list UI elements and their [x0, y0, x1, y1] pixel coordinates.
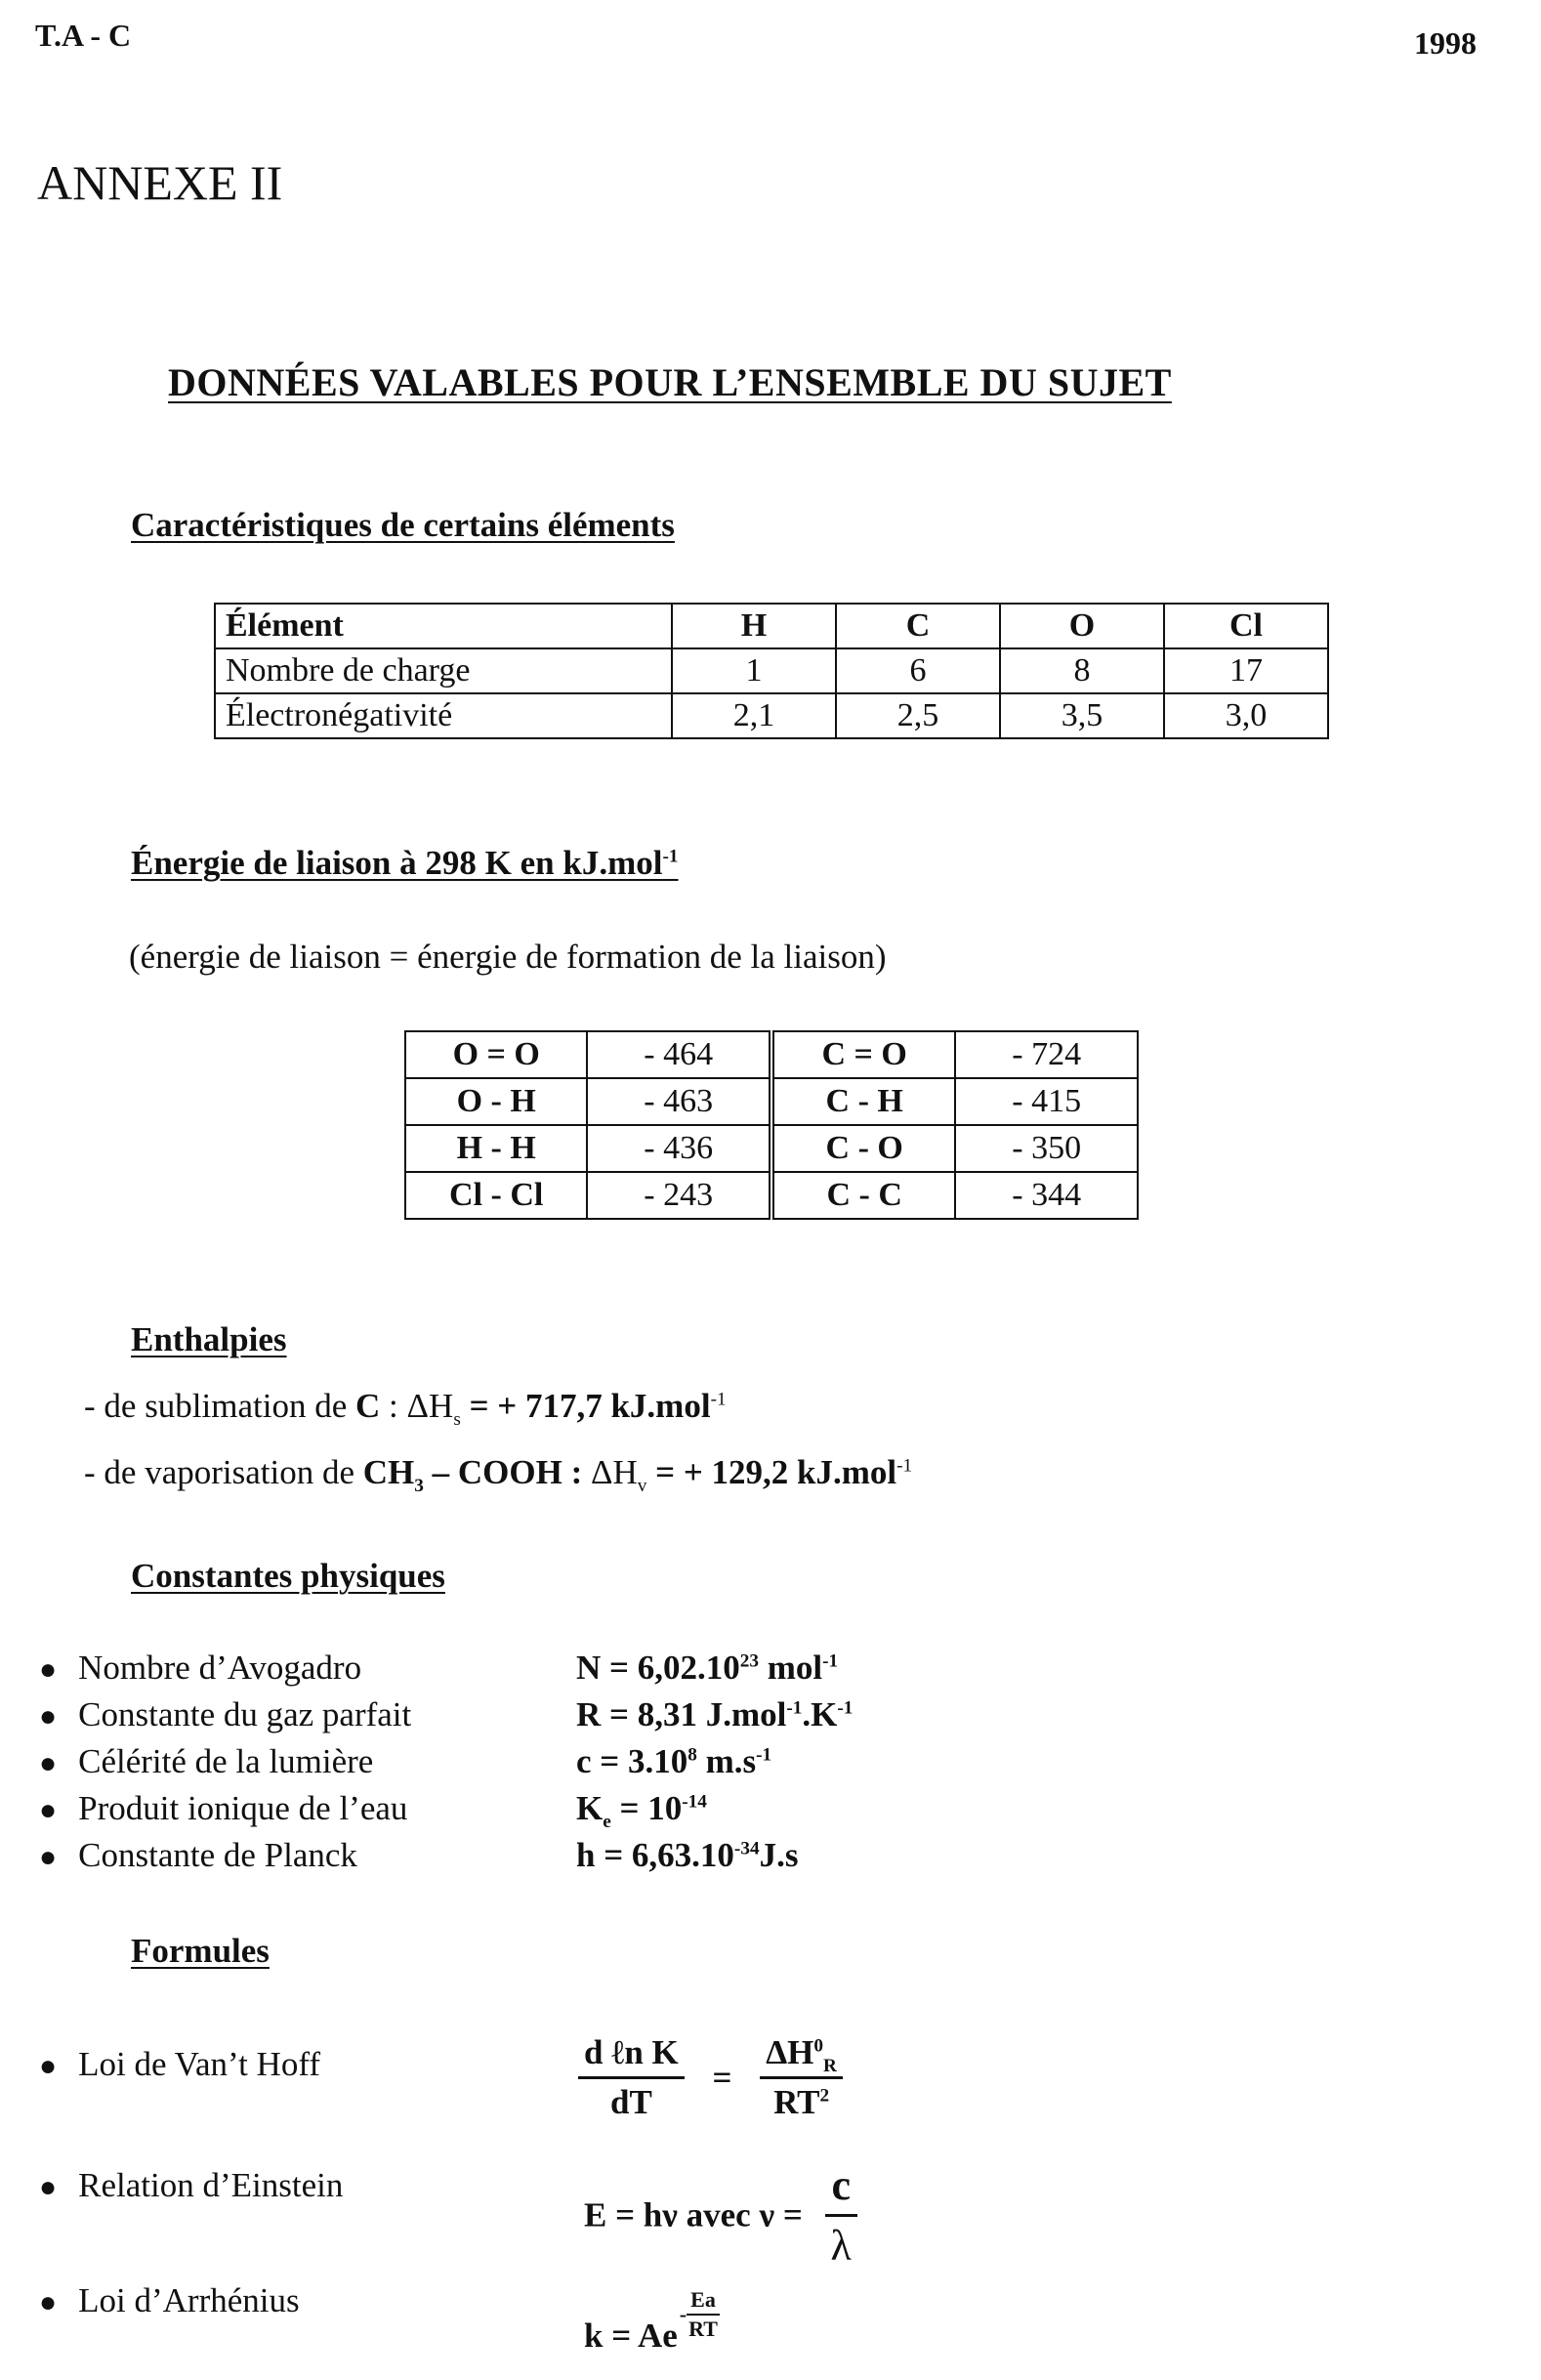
constant-value: $K_e = 10^{-14}$ [576, 1789, 707, 1832]
table-row [405, 1031, 1138, 1078]
arrhenius-exponent: - $\frac{Ea}{RT}$ [679, 2287, 718, 2341]
bond-cell: O = O [405, 1031, 587, 1078]
table-header-cell: C [836, 604, 1000, 648]
bullet-icon: ● [39, 1794, 58, 1826]
table-cell: 8 [1000, 648, 1164, 693]
energy-cell: - 243 [587, 1172, 771, 1219]
table-row [215, 648, 1328, 693]
energy-cell: - 415 [955, 1078, 1138, 1125]
table-row [405, 1172, 1138, 1219]
sublimation-line [84, 1387, 727, 1430]
bullet-icon: ● [39, 1747, 58, 1779]
vaporisation-line [84, 1453, 913, 1496]
table-cell: 1 [672, 648, 836, 693]
table-row [405, 1078, 1138, 1125]
table-header-cell: Élément [215, 604, 672, 648]
sublimation-sub: s [453, 1409, 461, 1430]
list-item: ● Nombre d’Avogadro [39, 1649, 362, 1687]
sublimation-value: = + 717,7 kJ.mol [460, 1387, 711, 1425]
vaporisation-value: = + 129,2 kJ.mol [646, 1453, 897, 1491]
header-left: T.A - C [35, 18, 132, 53]
bond-cell: C - H [771, 1078, 955, 1125]
list-item: ● Loi d’Arrhénius [39, 2281, 300, 2319]
table-cell: 3,0 [1164, 693, 1328, 738]
elements-section-title: Caractéristiques de certains éléments [131, 506, 675, 544]
bullet-icon: ● [39, 1841, 58, 1873]
table-cell: 2,5 [836, 693, 1000, 738]
vaporisation-prefix: - de vaporisation de [84, 1453, 363, 1491]
sublimation-prefix: - de sublimation de [84, 1387, 356, 1425]
list-item: ● Célérité de la lumière [39, 1742, 374, 1780]
energy-cell: - 464 [587, 1031, 771, 1078]
list-item: ● Relation d’Einstein [39, 2166, 344, 2204]
enthalpies-title: Enthalpies [131, 1320, 287, 1358]
main-title: DONNÉES VALABLES POUR L’ENSEMBLE DU SUJET [168, 360, 1172, 404]
table-cell: 17 [1164, 648, 1328, 693]
annexe-title: ANNEXE II [37, 155, 283, 210]
bullet-icon: ● [39, 2171, 58, 2203]
table-cell: 3,5 [1000, 693, 1164, 738]
bond-cell: H - H [405, 1125, 587, 1172]
energy-cell: - 724 [955, 1031, 1138, 1078]
list-item: ● Constante du gaz parfait [39, 1695, 412, 1733]
header-year: 1998 [1414, 25, 1477, 61]
vant-hoff-formula: $\frac{\text{d ℓn K}}{dT}$ = $\frac{\Delta H^0_R}{RT^2}$ [578, 2033, 843, 2122]
sublimation-colon: : [380, 1387, 407, 1425]
constant-value: $h = 6,63.10^{-34}J.s$ [576, 1836, 799, 1874]
energy-cell: - 350 [955, 1125, 1138, 1172]
constant-value: $c = 3.10^8$ $m.s^{-1}$ [576, 1742, 772, 1780]
table-header-row [215, 604, 1328, 648]
bond-cell: C - O [771, 1125, 955, 1172]
constant-value: R = 8,31 $J.mol^{-1}.K^{-1}$ [576, 1695, 854, 1733]
sublimation-symbol: ΔH [406, 1387, 454, 1425]
table-header-cell: O [1000, 604, 1164, 648]
bond-cell: O - H [405, 1078, 587, 1125]
table-header-cell: H [672, 604, 836, 648]
energy-cell: - 436 [587, 1125, 771, 1172]
table-cell: 6 [836, 648, 1000, 693]
table-row [215, 693, 1328, 738]
table-cell: Électronégativité [215, 693, 672, 738]
list-item: ● Constante de Planck [39, 1836, 357, 1874]
bond-energy-note: (énergie de liaison = énergie de formation de la liaison) [129, 938, 887, 976]
bond-cell: Cl - Cl [405, 1172, 587, 1219]
vaporisation-sub: v [637, 1476, 647, 1496]
bond-energy-title-sup: -1 [662, 846, 679, 867]
bullet-icon: ● [39, 2286, 58, 2318]
bond-energy-title [131, 844, 679, 883]
bullet-icon: ● [39, 2050, 58, 2082]
bond-energy-title-text: Énergie de liaison à 298 K en kJ.mol [131, 844, 663, 882]
bond-cell: C - C [771, 1172, 955, 1219]
vaporisation-symbol: ΔH [590, 1453, 638, 1491]
elements-table [214, 603, 1329, 739]
table-row [405, 1125, 1138, 1172]
table-cell: 2,1 [672, 693, 836, 738]
einstein-formula: E = hν avec ν = $\frac{c}{\lambda}$ [584, 2160, 857, 2271]
formulas-title: Formules [131, 1932, 270, 1970]
bullet-icon: ● [39, 1653, 58, 1686]
vant-hoff-lhs: $\frac{\text{d ℓn K}}{dT}$ [578, 2033, 685, 2122]
bullet-icon: ● [39, 1700, 58, 1733]
list-item: ● Loi de Van’t Hoff [39, 2045, 321, 2083]
constants-title: Constantes physiques [131, 1557, 445, 1595]
table-cell: Nombre de charge [215, 648, 672, 693]
arrhenius-formula: k = Ae- $\frac{Ea}{RT}$ [584, 2287, 718, 2356]
sublimation-sup: -1 [710, 1389, 727, 1410]
table-header-cell: Cl [1164, 604, 1328, 648]
list-item: ● Produit ionique de l’eau [39, 1789, 408, 1827]
energy-cell: - 344 [955, 1172, 1138, 1219]
einstein-fraction: $\frac{c}{\lambda}$ [825, 2160, 857, 2271]
bond-cell: C = O [771, 1031, 955, 1078]
vant-hoff-rhs: $\frac{\Delta H^0_R}{RT^2}$ [760, 2033, 843, 2122]
sublimation-species: C [355, 1387, 381, 1425]
vaporisation-species: $CH_3$ – COOH : [362, 1453, 591, 1496]
vaporisation-sup: -1 [896, 1455, 913, 1477]
constant-value: $N = 6,02.10^{23}$ mol$^{-1}$ [576, 1649, 839, 1687]
bond-energy-table [404, 1030, 1139, 1220]
energy-cell: - 463 [587, 1078, 771, 1125]
